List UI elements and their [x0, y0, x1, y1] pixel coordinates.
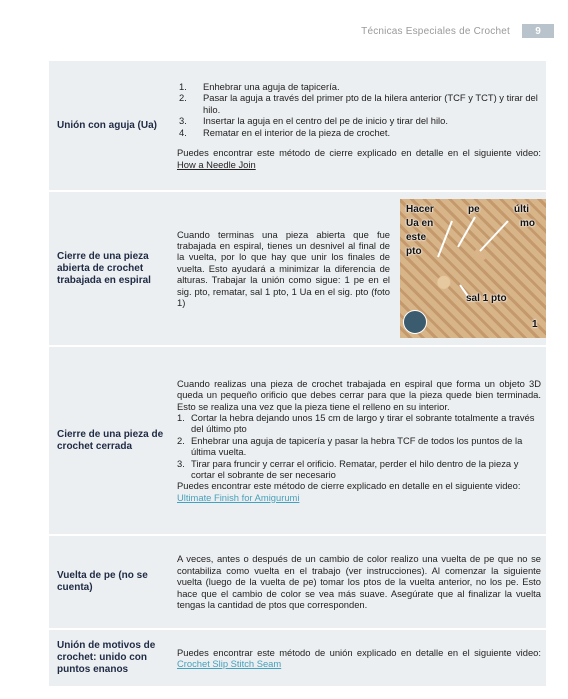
list-item: 3. Insertar la aguja en el centro del pe de inicio y tirar del hilo.	[179, 115, 448, 127]
page-header	[361, 23, 554, 39]
crochet-photo: Hacer pe últi mo Ua en este pto sal 1 pto 1	[400, 199, 546, 338]
video-note: Puedes encontrar este método de unión explicado en detalle en el siguiente video: Crochet Slip Stitch Seam	[177, 646, 541, 669]
list-item: 1. Enhebrar una aguja de tapicería.	[179, 81, 340, 93]
row-label: Unión de motivos de crochet: unido con puntos enanos	[57, 640, 156, 675]
list-item: 4. Rematar en el interior de la pieza de crochet.	[179, 126, 391, 138]
list-item: 1. Cortar la hebra dejando unos 15 cm de largo y tirar el sobrante totalmente a través del último pto	[177, 411, 535, 435]
video-note: Puedes encontrar este método de cierre explicado en detalle en el siguiente video:	[177, 480, 521, 492]
list-item: 2. Enhebrar una aguja de tapicería y pasar la hebra TCF de todos los puntos de la última vuelta.	[177, 434, 523, 458]
techniques-table	[49, 61, 546, 688]
list-item: 2. Pasar la aguja a través del primer pto de la hilera anterior (TCF y TCT) y tirar del hilo.	[179, 92, 538, 115]
video-link-amigurumi[interactable]: Ultimate Finish for Amigurumi	[177, 491, 300, 503]
row-intro: Cuando realizas una pieza de crochet trabajada en espiral que forma un objeto 3D queda un pequeño orificio que debes cerrar para que la pieza quede bien terminada. Esto se realiza una vez que la pieza tiene el relleno en su interior.	[177, 377, 541, 412]
table-row-spiral-open	[49, 192, 546, 347]
steps-list	[177, 412, 541, 480]
table-row-slip-stitch	[49, 630, 546, 688]
list-item: 3. Tirar para fruncir y cerrar el orificio. Rematar, perder el hilo dentro de la pieza y cortar el sobrante de ser necesario	[177, 457, 519, 481]
steps-list	[177, 81, 541, 138]
row-content	[170, 630, 546, 686]
row-text: Cuando terminas una pieza abierta que fue trabajada en espiral, tienes un desnivel al final de la vuelta, por lo que hay que unir los finales de vuelta. Esto ayudará a minimizar la diferencia de alturas. Trabajar la unión como sigue: 1 pe en el sig. pto, rematar, sal 1 pto, 1 Ua en el sig. pto (foto 1)	[177, 228, 390, 309]
video-link-slip-stitch[interactable]: Crochet Slip Stitch Seam	[177, 658, 282, 669]
video-link-needle-join[interactable]: How a Needle Join	[177, 158, 256, 170]
row-content	[170, 61, 546, 190]
table-row-needle-join	[49, 61, 546, 192]
page-number: 9	[522, 24, 554, 38]
row-label: Cierre de una pieza abierta de crochet trabajada en espiral	[57, 250, 151, 286]
row-content	[170, 536, 546, 628]
row-content	[170, 347, 546, 534]
row-text: A veces, antes o después de un cambio de color realizo una vuelta de pe que no se contabiliza como vuelta en el trabajo (ver instrucciones). Al comenzar la siguiente vuelta (luego de la vuelta de pe) tomar los ptos de la vuelta anterior, no los pe. Esto hace que el cambio de color se vea más suave. Asegúrate que al finalizar la vuelta tengas la cantidad de ptos que corresponden.	[177, 553, 541, 611]
table-row-closed-piece	[49, 347, 546, 536]
logo-badge	[403, 310, 427, 334]
table-row-pe-round	[49, 536, 546, 630]
video-note: Puedes encontrar este método de cierre explicado en detalle en el siguiente video: How a Needle Join	[177, 147, 541, 170]
row-label: Cierre de una pieza de crochet cerrada	[57, 428, 164, 452]
row-label: Unión con aguja (Ua)	[57, 119, 157, 131]
row-label: Vuelta de pe (no se cuenta)	[57, 570, 148, 593]
row-content	[170, 192, 551, 345]
header-title: Técnicas Especiales de Crochet	[361, 25, 510, 37]
